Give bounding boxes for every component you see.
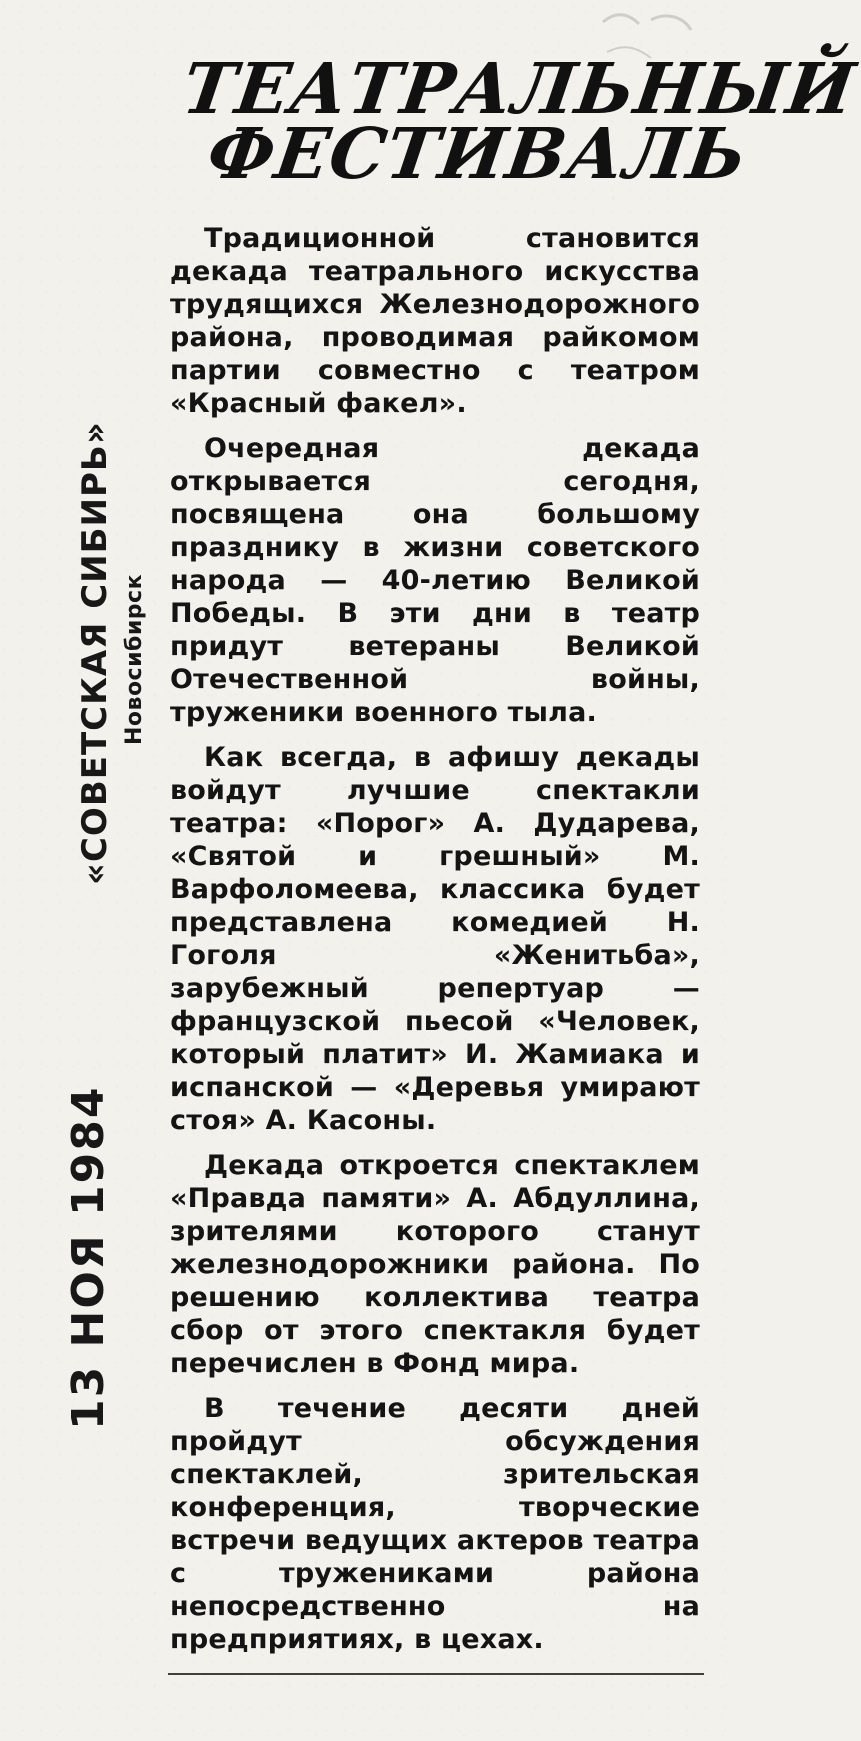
- paragraph-5: В течение десяти дней пройдут обсуждения спектаклей, зрительская конференция, творческие встречи ведущих актеров театра с тружениками района непосредственно на предприятиях, в цехах.: [170, 1393, 700, 1656]
- paragraph-1: Традиционной становится декада театрального искусства трудящихся Железнодорожного района, проводимая райкомом партии совместно с театром «Красный факел».: [170, 223, 700, 420]
- paragraph-4: Декада откроется спектаклем «Правда памяти» А. Абдуллина, зрителями которого станут железнодорожники района. По решению коллектива театра сбор от этого спектакля будет перечислен в Фонд мира.: [170, 1150, 700, 1380]
- title-line-1: ТЕАТРАЛЬНЫЙ: [177, 47, 861, 130]
- article-title: [170, 47, 861, 196]
- newspaper-name: «СОВЕТСКАЯ СИБИРЬ»: [75, 421, 115, 885]
- article-body: [170, 222, 700, 1656]
- article: [170, 47, 861, 1668]
- side-stamp-paper: [20, 380, 150, 900]
- bottom-rule: [168, 1673, 704, 1675]
- newspaper-city: Новосибирск: [122, 573, 147, 745]
- paragraph-3: Как всегда, в афишу декады войдут лучшие спектакли театра: «Порог» А. Дударева, «Святой и грешный» М. Варфоломеева, классика будет представлена комедией Н. Гоголя «Женитьба», зарубежный репертуар — французской пьесой «Человек, который платит» И. Жамиака и испанской — «Деревья умирают стоя» А. Касоны.: [170, 742, 700, 1137]
- title-line-2: ФЕСТИВАЛЬ: [202, 112, 753, 196]
- side-stamp-date: [15, 1070, 114, 1530]
- stamp-date: 13 НОЯ 1984: [63, 1085, 114, 1430]
- paragraph-2: Очередная декада открывается сегодня, посвящена она большому празднику в жизни советского народа — 40-летию Великой Победы. В эти дни в театр придут ветераны Великой Отечественной войны, труженики военного тыла.: [170, 433, 700, 729]
